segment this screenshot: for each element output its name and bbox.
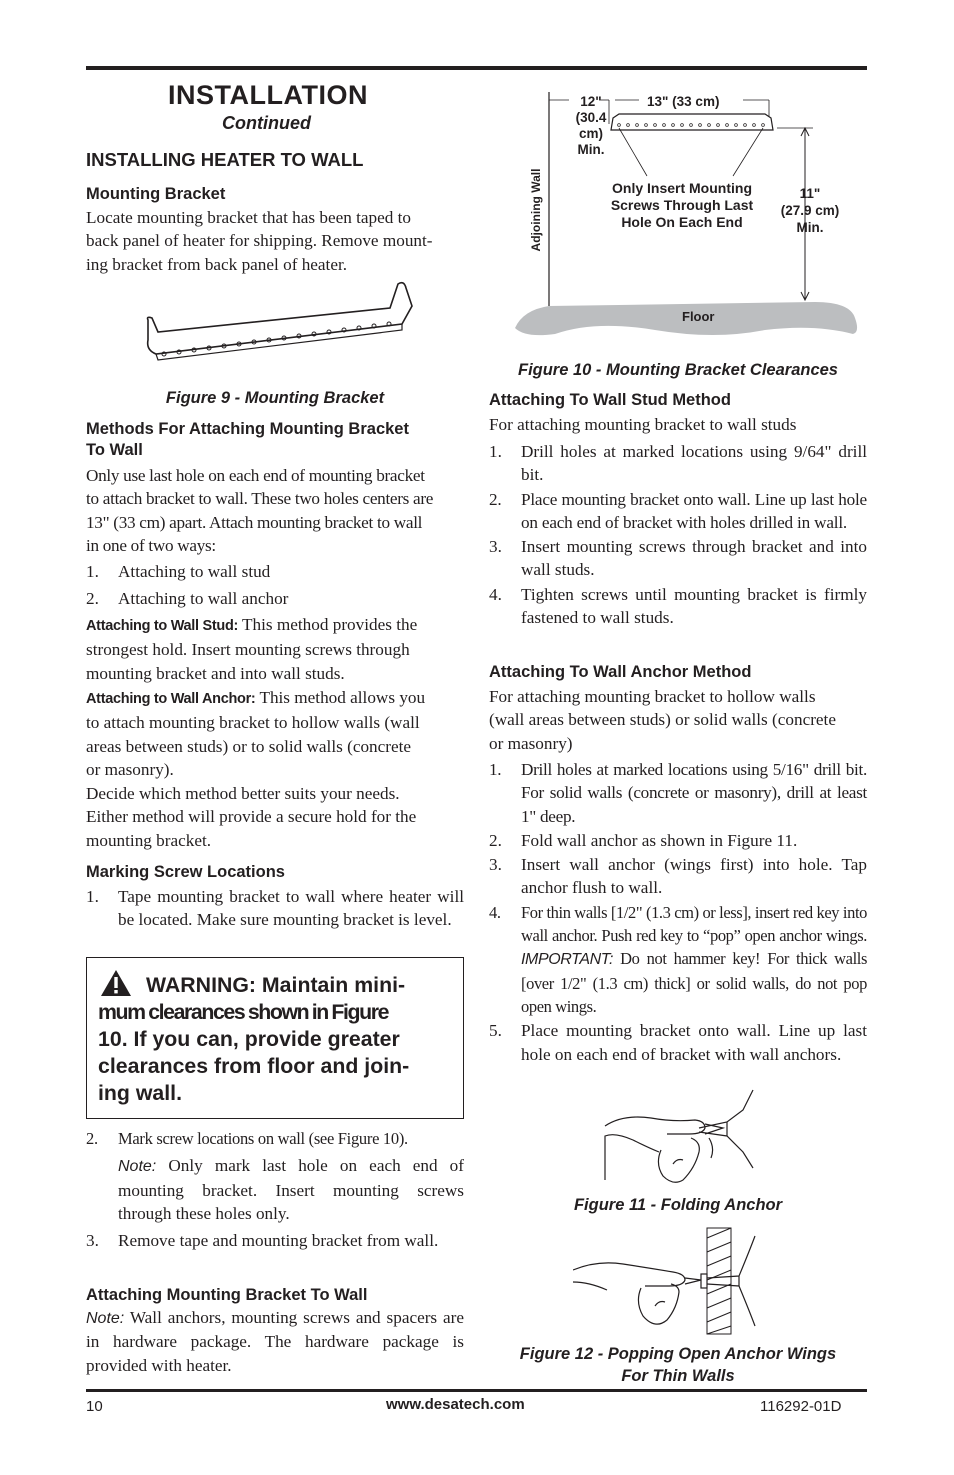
list-item: Note: Only mark last hole on each end of mounting bracket. Insert mounting screws through these holes only. [118,1156,464,1223]
attach-bracket-note: Note: Wall anchors, mounting screws and spacers are in hardware package. The hardware package is provided with heater. [86,1308,464,1375]
page-subtitle: Continued [222,113,311,133]
list-item: 1. Tape mounting bracket to wall where heater will be located. Make sure mounting bracket is level. [86,887,464,930]
header-rule [86,66,867,70]
figure9-caption: Figure 9 - Mounting Bracket [165,389,385,407]
folding-anchor-illustration [603,1088,763,1188]
list-item: 2. Fold wall anchor as shown in Figure 11. [489,830,798,850]
website-link[interactable]: www.desatech.com [386,1396,525,1413]
stud-method-steps [489,440,867,629]
list-item: 3. Remove tape and mounting bracket from wall. [86,1231,439,1251]
marking-list-continued [86,1127,464,1252]
methods-intro: Only use last hole on each end of mounting bracket to attach bracket to wall. These two holes centers are 13" (33 cm) apart. Attach mounting bracket to wall in one of two ways: [86,466,434,555]
doc-number: 116292-01D [760,1398,842,1415]
anchor-method-steps [489,758,867,1066]
floor-label: Floor [682,309,715,324]
section-title: INSTALLING HEATER TO WALL [86,149,364,170]
popping-anchor-illustration [573,1226,759,1336]
footer-rule [86,1389,867,1392]
list-item: 2. Mark screw locations on wall (see Figure 10). [86,1129,408,1148]
marking-list [86,885,464,932]
stud-method-intro: For attaching mounting bracket to wall studs [489,415,797,434]
mounting-bracket-heading: Mounting Bracket [86,185,226,203]
list-item: 4. Tighten screws until mounting bracket is firmly fastened to wall studs. [489,584,867,628]
clearance-12-label: 12" (30.4 cm) Min. [575,94,607,157]
mounting-bracket-text: Locate mounting bracket that has been taped to back panel of heater for shipping. Remove mount- ing bracket from back panel of heater. [86,208,433,274]
attach-bracket-heading: Attaching Mounting Bracket To Wall [86,1286,368,1304]
list-item: 1. Drill holes at marked locations using 5/16" drill bit. For solid walls (concrete or masonry), drill at least 1" deep. [489,760,867,826]
figure11-caption: Figure 11 - Folding Anchor [573,1196,783,1214]
screw-note-label: Only Insert Mounting Screws Through Last Hole On Each End [610,180,754,230]
stud-paragraph: Attaching to Wall Stud: This method provides the strongest hold. Insert mounting screws through mounting bracket and into wall studs. [86,615,418,683]
list-item: 3. Insert wall anchor (wings first) into hole. Tap anchor flush to wall. [489,855,867,898]
methods-list [86,560,464,611]
list-item: 2. Place mounting bracket onto wall. Line up last hole on each end of bracket with holes drilled in wall. [489,489,867,532]
adjoining-wall-label: Adjoining Wall [529,168,543,252]
list-item: 1. Attaching to wall stud [86,562,271,581]
mounting-bracket-illustration [136,278,421,383]
page-title: INSTALLATION [168,80,368,110]
decide-paragraph: Decide which method better suits your needs. Either method will provide a secure hold for the mounting bracket. [86,784,417,850]
stud-method-heading: Attaching To Wall Stud Method [489,391,731,409]
warning-box [86,957,464,1119]
page-number: 10 [86,1398,103,1415]
anchor-method-intro: For attaching mounting bracket to hollow walls (wall areas between studs) or solid walls (concrete or masonry) [489,687,836,753]
list-item: 4. For thin walls [1/2" (1.3 cm) or less], insert red key into wall anchor. Push red key to “pop” open anchor wings. IMPORTANT: Do not hammer key! For thick walls [over 1/2" (1.3 cm) thick] or solid walls, do not pop open wings. [489,902,867,1016]
list-item: 2. Attaching to wall anchor [86,589,289,609]
figure10-caption: Figure 10 - Mounting Bracket Clearances [517,361,838,379]
list-item: 1. Drill holes at marked locations using 9/64" drill bit. [489,442,867,485]
methods-heading: Methods For Attaching Mounting Bracket To Wall [86,420,409,459]
figure12-caption: Figure 12 - Popping Open Anchor Wings For Thin Walls [519,1345,837,1385]
list-item: 5. Place mounting bracket onto wall. Line up last hole on each end of bracket with wall anchors. [489,1021,867,1064]
list-item: 3. Insert mounting screws through bracket and into wall studs. [489,537,867,580]
clearance-13-label: 13" (33 cm) [647,94,720,109]
anchor-method-heading: Attaching To Wall Anchor Method [489,663,752,681]
marking-heading: Marking Screw Locations [86,863,285,881]
clearance-11-label: 11" (27.9 cm) Min. [780,186,840,235]
warning-text: WARNING: Maintain mini- mum clearances shown in Figure 10. If you can, provide greater clearances from floor and join- ing wall. [98,973,410,1105]
anchor-paragraph: Attaching to Wall Anchor: This method allows you to attach mounting bracket to hollow walls (wall areas between studs) or to solid walls (concrete or masonry). [86,688,426,779]
